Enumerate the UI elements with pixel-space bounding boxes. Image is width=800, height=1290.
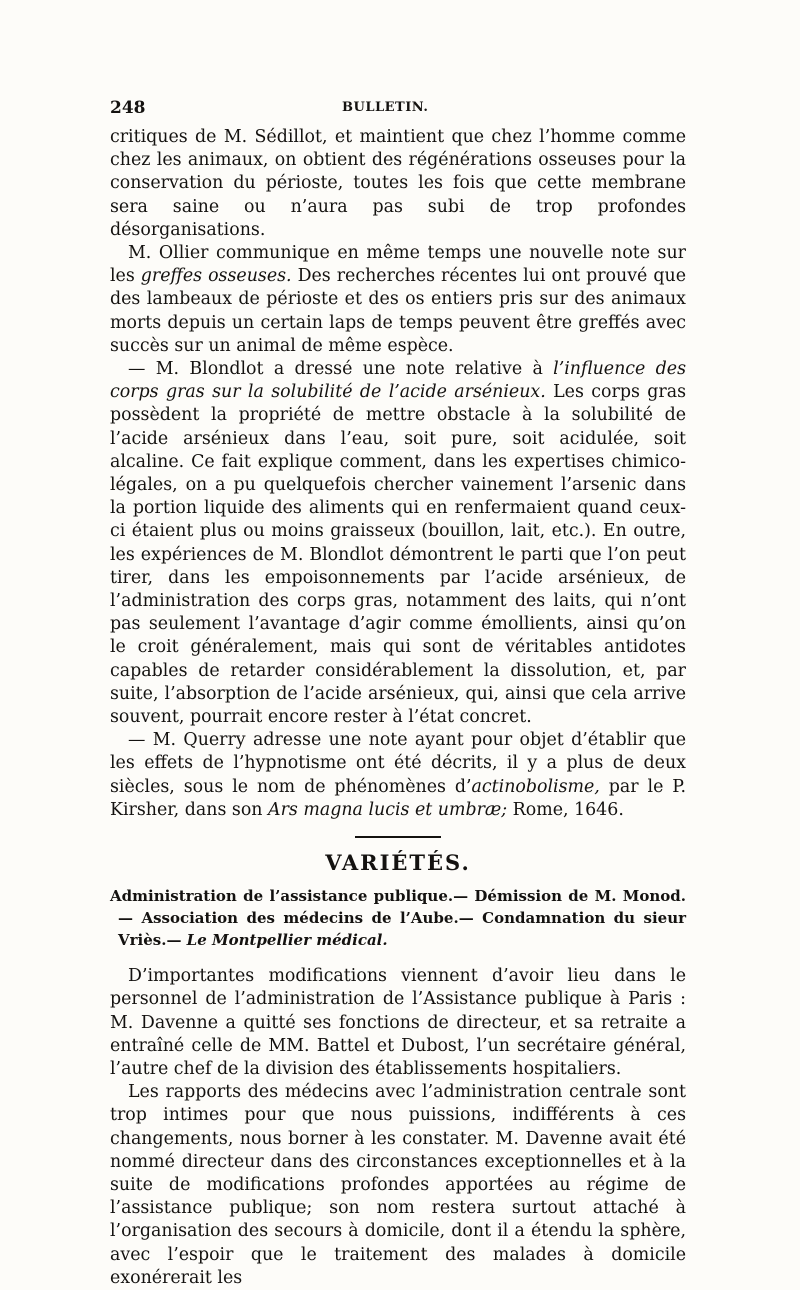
emphasis-greffes: greffes osseuses. (140, 266, 292, 287)
varietes-body (110, 965, 686, 1290)
paragraph-blondlot: — M. Blondlot a dressé une note relative à l’influence des corps gras sur la solubilité de l’acide arsénieux. Les corps gras possèdent la propriété de mettre obstacle à la solubilité de l’acide arsénieux dans l’eau, soit pure, soit acidulée, soit alcaline. Ce fait explique comment, dans les expertises chimico-légales, on a pu quelquefois chercher vainement l’arsenic dans la portion liquide des aliments qui en renfermaient quand ceux-ci étaient plus ou moins graisseux (bouillon, lait, etc.). En outre, les expériences de M. Blondlot démontrent le parti que l’on peut tirer, dans les empoisonnements par l’acide arsénieux, de l’administration des corps gras, notamment des laits, qui n’ont pas seulement l’avantage d’agir comme émollients, ainsi qu’on le croit généralement, mais qui sont de véritables antidotes capables de retarder considérablement la dissolution, et, par suite, l’absorption de l’acide arsénieux, qui, ainsi que cela arrive souvent, pourrait encore rester à l’état concret. (110, 359, 686, 728)
page (110, 98, 686, 1290)
section-summary: Administration de l’assistance publique.— Démission de M. Monod.— Association des médecins de l’Aube.— Condamnation du sieur Vriès.— Le Montpellier médical. (110, 887, 686, 950)
running-head: BULLETIN. (342, 100, 429, 115)
article-body (110, 126, 686, 822)
section-title: VARIÉTÉS. (325, 850, 471, 876)
page-number: 248 (110, 98, 146, 118)
paragraph-davenne: D’importantes modifications viennent d’avoir lieu dans le personnel de l’administration de l’Assistance publique à Paris : M. Davenne a quitté ses fonctions de directeur, et sa retraite a entraîné celle de MM. Battel et Dubost, l’un secrétaire général, l’autre chef de la division des établissements hospitaliers. (110, 966, 686, 1079)
paragraph-querry: — M. Querry adresse une note ayant pour objet d’établir que les effets de l’hypnotisme ont été décrits, il y a plus de deux siècles, sous le nom de phénomènes d’actinobolisme, par le P. Kirsher, dans son Ars magna lucis et umbræ; Rome, 1646. (110, 730, 686, 820)
paragraph-ollier: M. Ollier communique en même temps une nouvelle note sur les greffes osseuses. Des recherches récentes lui ont prouvé que des lambeaux de périoste et des os entiers pris sur des animaux morts depuis un certain laps de temps peuvent être greffés avec succès sur un animal de même espèce. (110, 243, 686, 356)
emphasis-corps-gras: l’influence des corps gras sur la solubilité de l’acide arsénieux. (110, 359, 686, 403)
emphasis-montpellier: Le Montpellier médical. (186, 931, 388, 950)
emphasis-ars-magna: Ars magna lucis et umbræ; (268, 799, 508, 820)
emphasis-actinobolisme: actinobolisme, (471, 776, 600, 797)
paragraph-sedillot: critiques de M. Sédillot, et maintient que chez l’homme comme chez les animaux, on obtient des régénérations osseuses pour la conservation du périoste, toutes les fois que cette membrane sera saine ou n’aura pas subi de trop profondes désorganisations. (110, 127, 686, 240)
section-divider (355, 836, 441, 838)
paragraph-rapports: Les rapports des médecins avec l’administration centrale sont trop intimes pour que nous puissions, indifférents à ces changements, nous borner à les constater. M. Davenne avait été nommé directeur dans des circonstances exceptionnelles et à la suite de modifications profondes apportées au régime de l’assistance publique; son nom restera surtout attaché à l’organisation des secours à domicile, dont il a étendu la sphère, avec l’espoir que le traitement des malades à domicile exonérerait les (110, 1082, 686, 1288)
page-header (110, 98, 686, 126)
